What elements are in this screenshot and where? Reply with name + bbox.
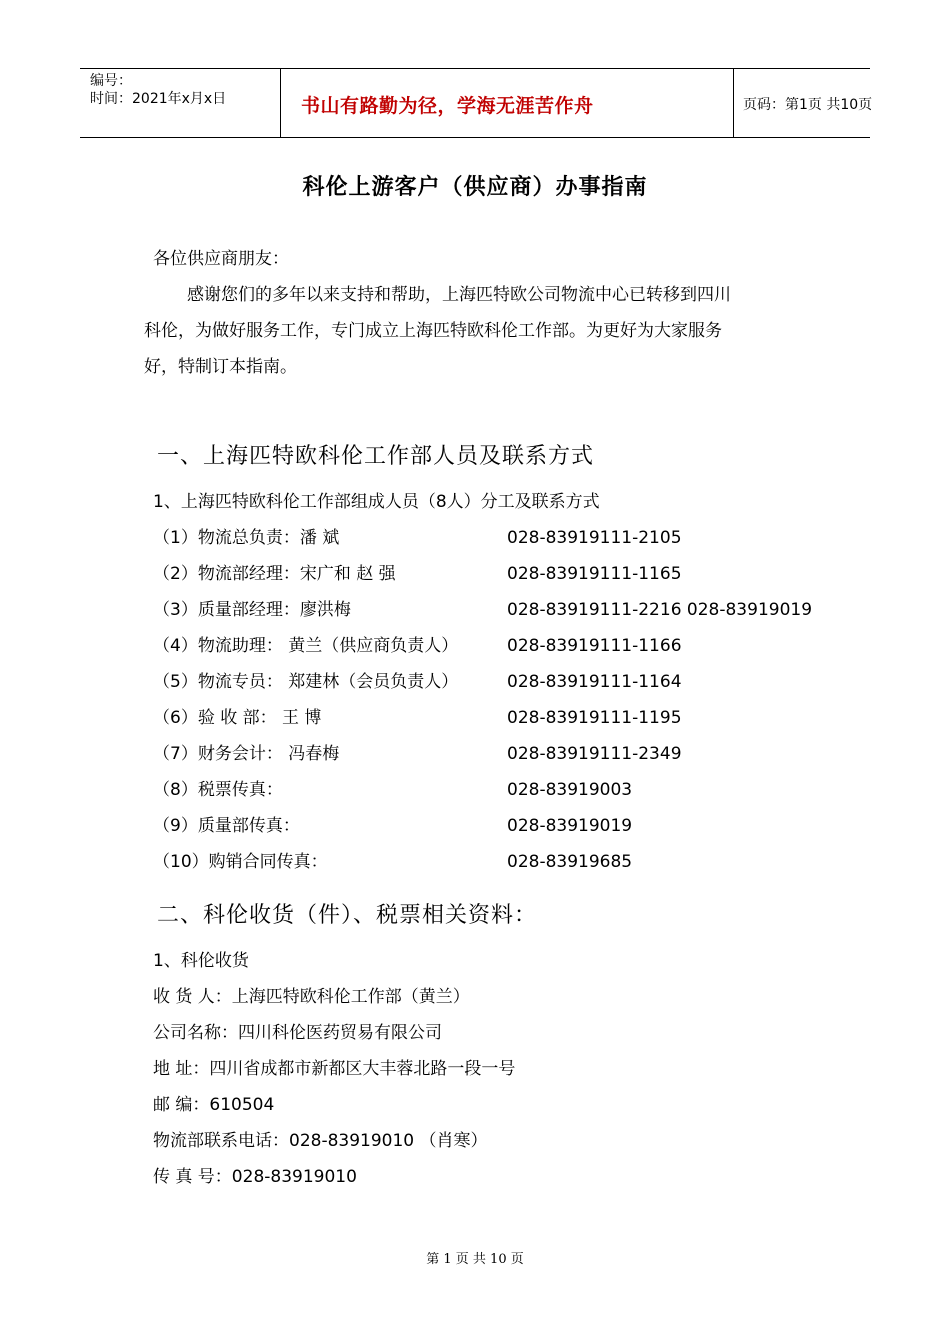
contact-phone: 028-83919111-2105 xyxy=(507,528,682,548)
contact-phone: 028-83919111-2216 028-83919019 xyxy=(507,600,813,620)
contact-label: （4）物流助理： 黄兰（供应商负责人） xyxy=(153,636,459,656)
date-label: 时间：2021年x月x日 xyxy=(90,91,227,107)
contact-label: （5）物流专员： 郑建林（会员负责人） xyxy=(153,672,459,692)
receiver-line: 收 货 人：上海匹特欧科伦工作部（黄兰） xyxy=(153,987,470,1007)
contact-phone: 028-83919685 xyxy=(507,852,633,872)
section-2-heading: 二、科伦收货（件）、税票相关资料： xyxy=(157,903,538,928)
contact-label: （10）购销合同传真： xyxy=(153,852,328,872)
section-1-subheading: 1、上海匹特欧科伦工作部组成人员（8人）分工及联系方式 xyxy=(153,492,600,512)
contact-label: （2）物流部经理：宋广和 赵 强 xyxy=(153,564,396,584)
header-table xyxy=(80,68,873,138)
header-right-cell xyxy=(733,69,873,137)
contact-phone: 028-83919111-1164 xyxy=(507,672,682,692)
serial-label: 编号： xyxy=(90,73,132,89)
contact-phone: 028-83919111-1195 xyxy=(507,708,682,728)
section-2-subheading: 1、科伦收货 xyxy=(153,951,249,971)
section-1-heading: 一、上海匹特欧科伦工作部人员及联系方式 xyxy=(157,444,595,469)
page-info: 页码：第1页 共10页 xyxy=(743,97,873,113)
greeting: 各位供应商朋友： xyxy=(153,249,289,269)
address-line: 地 址：四川省成都市新都区大丰蓉北路一段一号 xyxy=(153,1059,516,1079)
document-title: 科伦上游客户（供应商）办事指南 xyxy=(302,175,648,200)
contact-phone: 028-83919111-2349 xyxy=(507,744,682,764)
contact-label: （8）税票传真： xyxy=(153,780,283,800)
intro-line-3: 好，特制订本指南。 xyxy=(144,357,297,377)
contact-label: （7）财务会计： 冯春梅 xyxy=(153,744,340,764)
fax-line: 传 真 号：028-83919010 xyxy=(153,1167,357,1187)
contact-phone: 028-83919111-1165 xyxy=(507,564,682,584)
logistics-phone-line: 物流部联系电话：028-83919010 （肖寒） xyxy=(153,1131,488,1151)
contact-label: （9）质量部传真： xyxy=(153,816,300,836)
contact-label: （3）质量部经理：廖洪梅 xyxy=(153,600,351,620)
company-line: 公司名称：四川科伦医药贸易有限公司 xyxy=(153,1023,442,1043)
contact-label: （1）物流总负责：潘 斌 xyxy=(153,528,340,548)
header-left-cell xyxy=(80,69,280,137)
contact-phone: 028-83919003 xyxy=(507,780,633,800)
intro-line-2: 科伦，为做好服务工作，专门成立上海匹特欧科伦工作部。为更好为大家服务 xyxy=(144,321,722,341)
postcode-line: 邮 编：610504 xyxy=(153,1095,275,1115)
motto: 书山有路勤为径，学海无涯苦作舟 xyxy=(301,95,594,117)
header-middle-cell xyxy=(280,69,734,137)
contact-phone: 028-83919111-1166 xyxy=(507,636,682,656)
contact-label: （6）验 收 部： 王 博 xyxy=(153,708,322,728)
contact-phone: 028-83919019 xyxy=(507,816,633,836)
page-footer: 第 1 页 共 10 页 xyxy=(426,1252,524,1267)
intro-line-1: 感谢您们的多年以来支持和帮助，上海匹特欧公司物流中心已转移到四川 xyxy=(187,285,731,305)
